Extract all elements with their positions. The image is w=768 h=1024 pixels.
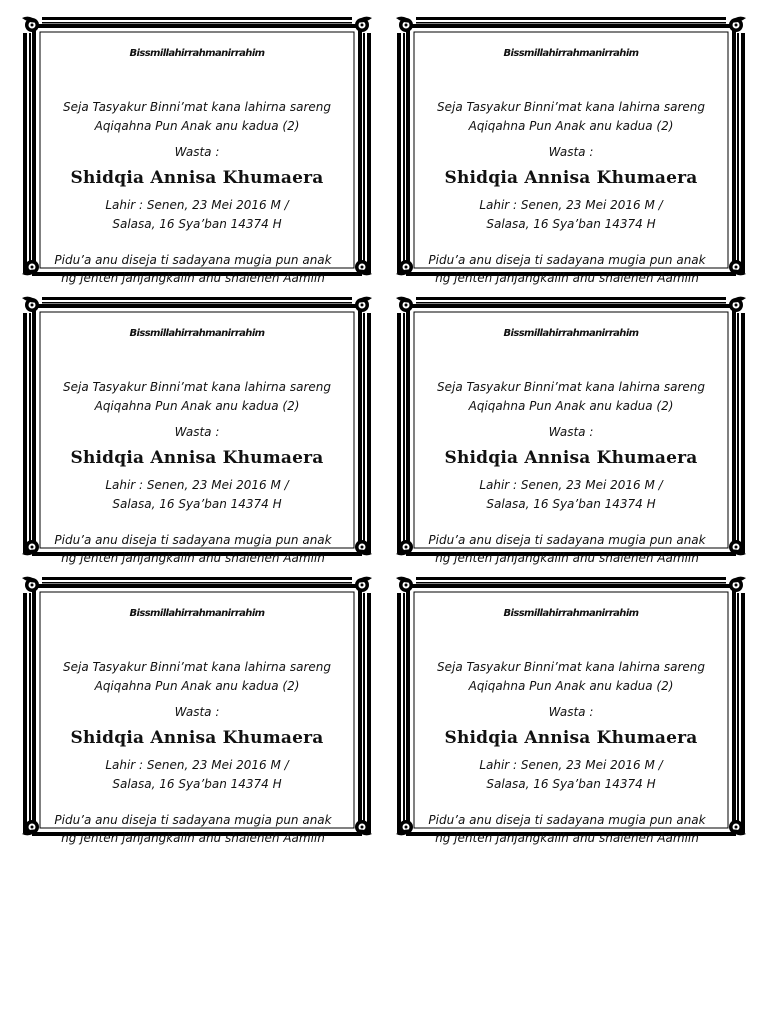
invitation-card [20,575,374,845]
birth-date-line-1: Lahir : Senen, 23 Mei 2016 M / [105,198,289,212]
wasta-label: Wasta : [548,425,594,439]
prayer-line-2: ng jenten janjangkalih anu shaleheh Aamiin [435,551,699,565]
wasta-label: Wasta : [174,145,220,159]
prayer-line-1: Pidu’a anu diseja ti sadayana mugia pun anak [54,813,332,827]
child-name: Shidqia Annisa Khumaera [70,168,324,188]
birth-date-line-1: Lahir : Senen, 23 Mei 2016 M / [479,758,663,772]
birth-date-line-2: Salasa, 16 Sya’ban 14374 H [486,777,656,791]
invitation-card [20,15,374,285]
invitation-card [394,575,748,845]
prayer-line-1: Pidu’a anu diseja ti sadayana mugia pun anak [54,533,332,547]
intro-line-2: Aqiqahna Pun Anak anu kadua (2) [94,679,300,693]
bismillah-heading: Bissmillahirrahmanirrahim [129,328,265,339]
birth-date-line-2: Salasa, 16 Sya’ban 14374 H [112,217,282,231]
wasta-label: Wasta : [174,425,220,439]
bismillah-heading: Bissmillahirrahmanirrahim [129,608,265,619]
child-name: Shidqia Annisa Khumaera [444,728,698,748]
child-name: Shidqia Annisa Khumaera [444,168,698,188]
prayer-line-2: ng jenten janjangkalih anu shaleheh Aamiin [61,551,325,565]
intro-line-2: Aqiqahna Pun Anak anu kadua (2) [468,399,674,413]
prayer-line-1: Pidu’a anu diseja ti sadayana mugia pun anak [428,533,706,547]
invitation-card [20,295,374,565]
prayer-line-2: ng jenten janjangkalih anu shaleheh Aamiin [435,271,699,285]
intro-line-1: Seja Tasyakur Binni’mat kana lahirna sareng [63,660,331,674]
child-name: Shidqia Annisa Khumaera [70,728,324,748]
birth-date-line-1: Lahir : Senen, 23 Mei 2016 M / [105,478,289,492]
prayer-line-2: ng jenten janjangkalih anu shaleheh Aamiin [61,831,325,845]
birth-date-line-2: Salasa, 16 Sya’ban 14374 H [112,777,282,791]
invitation-card [394,295,748,565]
prayer-line-1: Pidu’a anu diseja ti sadayana mugia pun anak [428,253,706,267]
bismillah-heading: Bissmillahirrahmanirrahim [129,48,265,59]
birth-date-line-1: Lahir : Senen, 23 Mei 2016 M / [479,478,663,492]
wasta-label: Wasta : [548,145,594,159]
birth-date-line-1: Lahir : Senen, 23 Mei 2016 M / [479,198,663,212]
intro-line-2: Aqiqahna Pun Anak anu kadua (2) [468,679,674,693]
bismillah-heading: Bissmillahirrahmanirrahim [503,48,639,59]
wasta-label: Wasta : [174,705,220,719]
birth-date-line-2: Salasa, 16 Sya’ban 14374 H [486,217,656,231]
child-name: Shidqia Annisa Khumaera [444,448,698,468]
birth-date-line-2: Salasa, 16 Sya’ban 14374 H [112,497,282,511]
prayer-line-2: ng jenten janjangkalih anu shaleheh Aamiin [61,271,325,285]
wasta-label: Wasta : [548,705,594,719]
intro-line-2: Aqiqahna Pun Anak anu kadua (2) [94,119,300,133]
prayer-line-1: Pidu’a anu diseja ti sadayana mugia pun anak [54,253,332,267]
prayer-line-1: Pidu’a anu diseja ti sadayana mugia pun anak [428,813,706,827]
invitation-card [394,15,748,285]
bismillah-heading: Bissmillahirrahmanirrahim [503,608,639,619]
prayer-line-2: ng jenten janjangkalih anu shaleheh Aamiin [435,831,699,845]
birth-date-line-1: Lahir : Senen, 23 Mei 2016 M / [105,758,289,772]
birth-date-line-2: Salasa, 16 Sya’ban 14374 H [486,497,656,511]
bismillah-heading: Bissmillahirrahmanirrahim [503,328,639,339]
intro-line-1: Seja Tasyakur Binni’mat kana lahirna sareng [437,660,705,674]
intro-line-1: Seja Tasyakur Binni’mat kana lahirna sareng [437,100,705,114]
intro-line-2: Aqiqahna Pun Anak anu kadua (2) [468,119,674,133]
intro-line-1: Seja Tasyakur Binni’mat kana lahirna sareng [63,380,331,394]
intro-line-2: Aqiqahna Pun Anak anu kadua (2) [94,399,300,413]
intro-line-1: Seja Tasyakur Binni’mat kana lahirna sareng [437,380,705,394]
intro-line-1: Seja Tasyakur Binni’mat kana lahirna sareng [63,100,331,114]
child-name: Shidqia Annisa Khumaera [70,448,324,468]
